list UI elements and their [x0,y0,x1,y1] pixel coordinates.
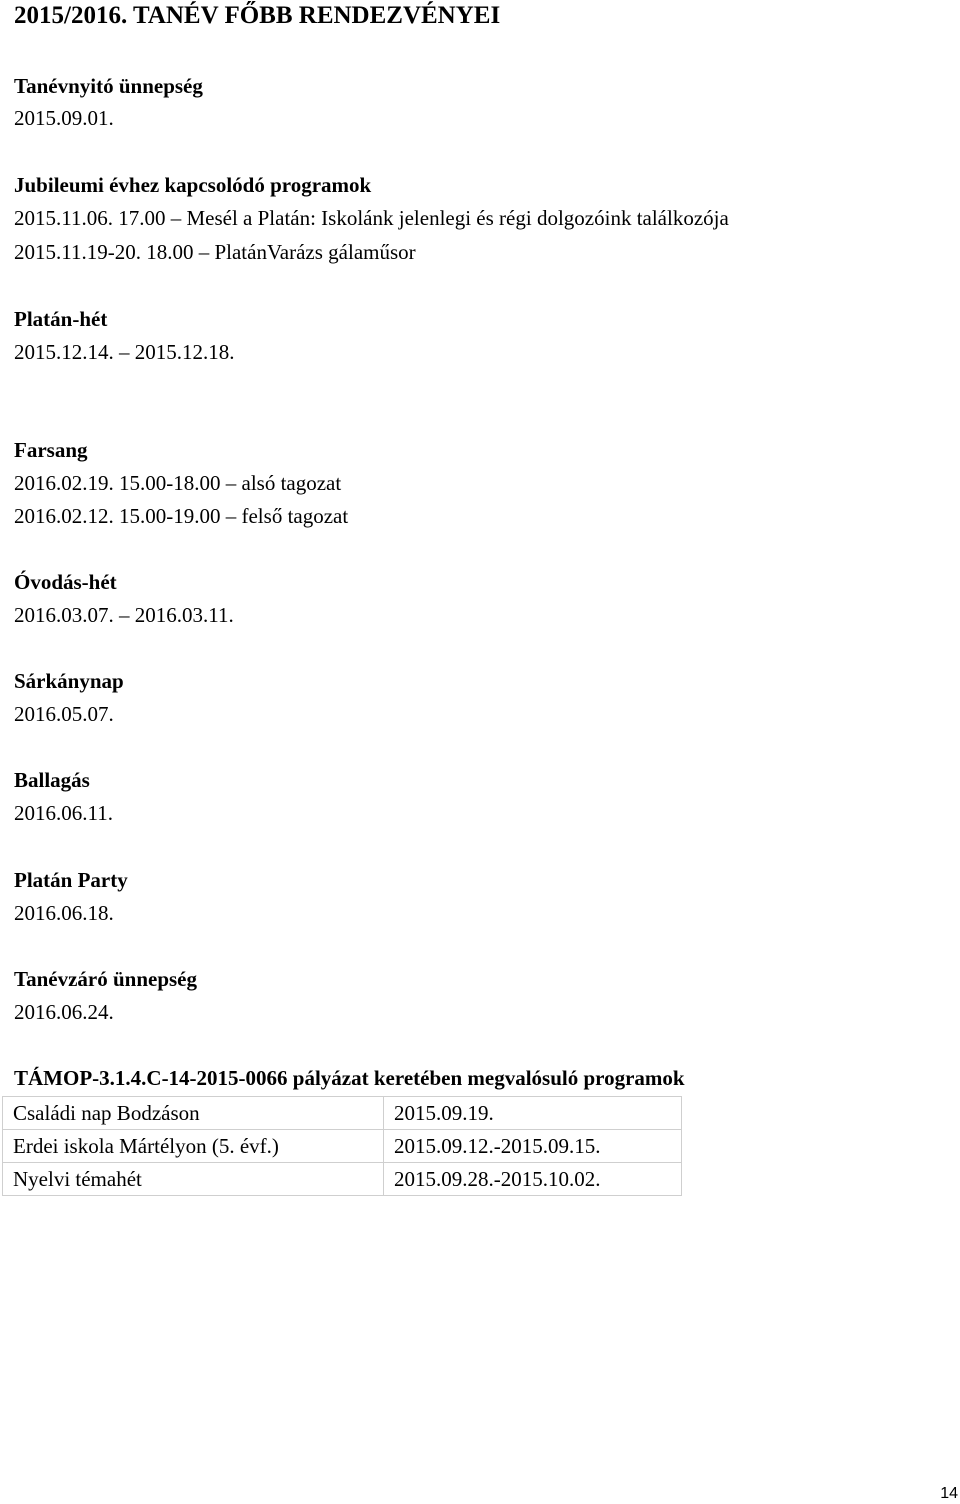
section-date: 2016.02.19. 15.00-18.00 – alsó tagozat [14,471,342,495]
page-number: 14 [940,1485,958,1502]
section-heading-platan-party: Platán Party [14,868,128,892]
table-row [3,1163,682,1196]
section-date: 2015.11.19-20. 18.00 – PlatánVarázs gálaműsor [14,240,416,264]
program-table [2,1096,682,1196]
section-date: 2016.02.12. 15.00-19.00 – felső tagozat [14,504,349,528]
program-date-cell: 2015.09.12.-2015.09.15. [384,1130,682,1163]
section-heading-tanevnyito: Tanévnyitó ünnepség [14,74,203,98]
section-heading-tanevzaro: Tanévzáró ünnepség [14,967,198,991]
section-heading-platan-het: Platán-hét [14,307,108,331]
program-date-cell: 2015.09.28.-2015.10.02. [384,1163,682,1196]
section-heading-sarkanynap: Sárkánynap [14,669,124,693]
program-table-heading: TÁMOP-3.1.4.C-14-2015-0066 pályázat keretében megvalósuló programok [14,1066,685,1090]
program-date-cell: 2015.09.19. [384,1097,682,1130]
page-title: 2015/2016. TANÉV FŐBB RENDEZVÉNYEI [14,2,501,29]
section-date: 2016.03.07. – 2016.03.11. [14,603,234,627]
program-name-cell: Családi nap Bodzáson [3,1097,384,1130]
section-heading-jubileumi: Jubileumi évhez kapcsolódó programok [14,173,372,197]
section-date: 2016.06.24. [14,1000,114,1024]
section-heading-farsang: Farsang [14,438,88,462]
section-date: 2015.12.14. – 2015.12.18. [14,340,235,364]
table-row [3,1130,682,1163]
section-heading-ballagas: Ballagás [14,768,90,792]
program-name-cell: Erdei iskola Mártélyon (5. évf.) [3,1130,384,1163]
section-date: 2016.06.18. [14,901,114,925]
section-date: 2015.09.01. [14,106,114,130]
section-date: 2016.06.11. [14,801,113,825]
table-row [3,1097,682,1130]
program-name-cell: Nyelvi témahét [3,1163,384,1196]
section-date: 2016.05.07. [14,702,114,726]
section-date: 2015.11.06. 17.00 – Mesél a Platán: Iskolánk jelenlegi és régi dolgozóink találkozója [14,206,729,230]
section-heading-ovodas-het: Óvodás-hét [14,570,117,594]
